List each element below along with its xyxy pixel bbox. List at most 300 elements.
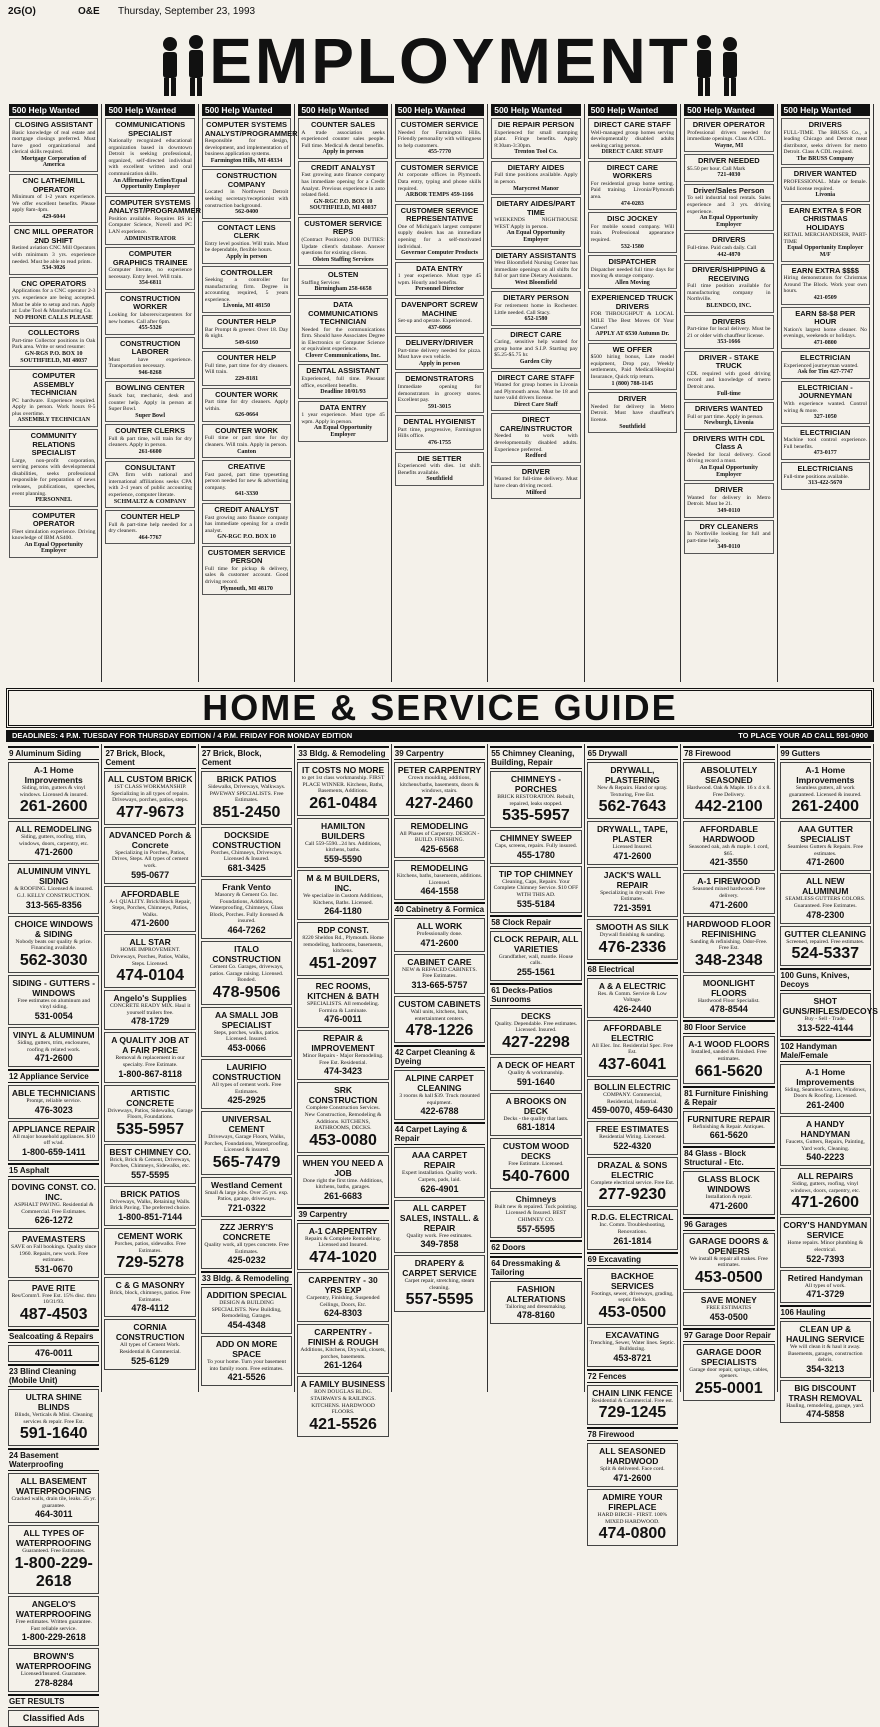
listing-name: EXCAVATING — [605, 1329, 660, 1340]
ad-title: DRIVER — [618, 394, 647, 404]
listing-phone: 478-8544 — [709, 1004, 748, 1015]
ad-body: At corporate offices in Plymouth. Data entry, typing and phone skills required. — [397, 172, 482, 192]
classified-ad — [491, 249, 580, 290]
ad-body: Full time for pickup & delivery, sales & customer account. Good driving record. — [204, 565, 289, 586]
ad-contact: Allen Moving — [614, 279, 650, 286]
classified-ad — [202, 169, 291, 218]
listing-phone: 562-7643 — [598, 798, 667, 816]
ad-contact: Livonia, MI 48150 — [223, 303, 271, 310]
classified-ad — [105, 381, 194, 422]
listing-phone: 474-0104 — [116, 967, 184, 985]
ad-title: EXPERIENCED TRUCK DRIVERS — [591, 293, 674, 311]
listing-name: A-1 FIREWOOD — [697, 876, 761, 887]
ad-contact: 474-0283 — [620, 200, 644, 207]
guide-column — [6, 744, 102, 1723]
category-heading: 33 Bldg. & Remodeling — [297, 746, 388, 760]
ad-title: EARN $8-$8 PER HOUR — [795, 308, 856, 326]
service-listing — [104, 1319, 195, 1369]
ad-title: CUSTOMER SERVICE — [400, 120, 479, 129]
page-folio — [8, 6, 872, 20]
listing-phone: 1-800-659-1411 — [21, 1146, 86, 1157]
listing-name: SIDING - GUTTERS - WINDOWS — [12, 977, 96, 998]
category-heading: 68 Electrical — [587, 962, 678, 976]
service-listing — [394, 818, 485, 858]
classified-ad — [491, 371, 580, 412]
listing-name: FREE ESTIMATES — [595, 1124, 669, 1135]
classified-ad — [395, 336, 484, 370]
listing-phone: 540-7600 — [502, 1167, 570, 1185]
listing-phone: 442-2100 — [695, 798, 763, 816]
listing-phone: 624-8303 — [324, 1308, 363, 1319]
ad-contact: Garden City — [519, 358, 553, 365]
ad-body: FOR THROUGHPUT & LOCAL MILE The Best Moves Of Your Career! — [590, 311, 675, 331]
listing-text: Grandfather, wall, mantle. House calls. — [498, 953, 574, 967]
listing-text: Guaranteed. Free Estimates. — [22, 1548, 86, 1555]
service-listing — [490, 1281, 581, 1325]
ad-title: EARN EXTRA $ FOR CHRISTMAS HOLIDAYS — [788, 205, 862, 232]
ad-contact: Apply in person — [226, 253, 268, 260]
ad-title: DEMONSTRATORS — [405, 374, 474, 384]
ad-title: DELIVERY/DRIVER — [405, 338, 474, 348]
listing-name: A-1 CARPENTRY — [308, 1225, 378, 1236]
service-listing — [490, 1093, 581, 1137]
listing-text: 8220 Sheldon Rd., Plymouth. Home remodeling, bathrooms, basements, kitchens. — [302, 935, 384, 955]
ad-title: DRY CLEANERS — [699, 521, 759, 531]
ad-title: COUNTER HELP — [217, 317, 277, 326]
listing-text: Free Estimate. Licensed. — [508, 1161, 564, 1168]
listing-text: 3 rooms & hall $39. Truck mounted equipment. — [399, 1093, 480, 1106]
ad-body: Fleet simulation experience. Driving knowledge of IBM AS400. — [12, 528, 96, 542]
column-heading: 500 Help Wanted — [684, 104, 773, 116]
listing-name: IT COSTS NO MORE — [301, 765, 385, 775]
listing-name: SRK CONSTRUCTION — [308, 1085, 378, 1106]
ad-title: CNC MILL OPERATOR 2ND SHIFT — [13, 227, 94, 245]
listing-text: Done right the first time. Additions, kitchens, baths, garages. — [303, 1177, 384, 1191]
ad-body: Minimum of 1-2 years experience. We offer excellent benefits. Please apply 8am-4pm. — [12, 194, 96, 214]
category-heading: 9 Aluminum Siding — [8, 746, 99, 760]
ad-title: COUNTER SALES — [310, 120, 376, 129]
listing-phone: 471-2600 — [131, 918, 170, 929]
service-listing — [490, 771, 581, 828]
ad-body: PROFESSIONAL. Male or female. Valid license required. — [783, 178, 867, 192]
ad-title: DENTAL HYGIENIST — [403, 417, 476, 427]
listing-name: AFFORDABLE — [120, 888, 180, 899]
listing-name: Retired Handyman — [787, 1272, 863, 1283]
employment-column — [199, 104, 298, 682]
ad-body: Retired aviation CNC Mill Operators with minimum 3 yrs. experience needed. Must be able to read prints. — [12, 245, 96, 265]
service-listing — [104, 1277, 195, 1317]
listing-text: All types of work. — [804, 1282, 846, 1289]
guide-column — [199, 744, 295, 1392]
listing-text: Wall units, kitchens, bars, entertainment centers. — [410, 1008, 469, 1022]
listing-phone: 421-5526 — [309, 1415, 377, 1433]
listing-text: Decks - the quality that lasts. — [503, 1115, 569, 1122]
ad-contact: 652-1580 — [524, 316, 548, 323]
category-heading: 27 Brick, Block, Cement — [104, 746, 195, 769]
listing-name: FURNITURE REPAIR — [687, 1113, 771, 1124]
listing-name: JACK'S WALL REPAIR — [603, 869, 662, 890]
service-listing — [587, 1385, 678, 1426]
listing-text: Footings, sewer, driveways, grading, septic fields. — [591, 1290, 674, 1304]
service-listing — [490, 1057, 581, 1091]
listing-text: Residential Wiring. Licensed. — [599, 1134, 666, 1141]
listing-name: ALL BASEMENT WATERPROOFING — [16, 1476, 92, 1497]
listing-name: CHIMNEY SWEEP — [499, 833, 572, 844]
category-heading: 15 Asphalt — [8, 1163, 99, 1177]
service-listing — [587, 919, 678, 960]
listing-phone: 478-9506 — [212, 983, 281, 1001]
paper-name: O&E — [78, 6, 100, 17]
ad-body: Snack bar, mechanic, desk and counter help. Apply in person at Super Bowl. — [108, 392, 192, 413]
classified-ad — [395, 372, 484, 413]
listing-name: ARTISTIC CONCRETE — [126, 1087, 174, 1108]
listing-phone: 421-5526 — [227, 1372, 266, 1383]
listing-text: Free estimates. Written guarantee. Fast reliable service. — [15, 1619, 92, 1632]
category-heading: 12 Appliance Service — [8, 1069, 99, 1083]
ad-body: Needed for local delivery. Good driving record a must. — [687, 451, 771, 465]
category-heading: 99 Gutters — [780, 746, 871, 760]
ad-contact: 1 (800) 788-1145 — [611, 380, 654, 387]
service-listing — [394, 1200, 485, 1254]
classified-ad — [781, 167, 870, 201]
ad-title: COMPUTER GRAPHICS TRAINEE — [112, 249, 188, 267]
listing-text: Inc. Comm. Troubleshooting, Renovations. — [599, 1222, 666, 1235]
listing-name: UNIVERSAL CEMENT — [222, 1114, 272, 1135]
service-listing — [587, 1327, 678, 1367]
service-listing — [587, 821, 678, 865]
listing-name: CUSTOM WOOD DECKS — [502, 1141, 570, 1162]
classified-ad — [781, 462, 870, 490]
ad-title: DRIVER OPERATOR — [692, 120, 765, 129]
ad-title: EARN EXTRA $$$$ — [791, 265, 859, 275]
listing-phone: 557-5595 — [131, 1169, 170, 1180]
classified-ad — [202, 266, 291, 313]
service-listing — [8, 1596, 99, 1646]
listing-text: Expert installation. Quality work. Carpets, pads, laid. — [401, 1170, 477, 1183]
service-listing — [104, 886, 195, 933]
classified-ad — [491, 328, 580, 369]
listing-text: Caps, screens, repairs. Fully insured. — [494, 843, 578, 850]
classified-ad — [491, 465, 580, 499]
classified-ad — [298, 268, 387, 296]
listing-text: Siding, gutters, trim, enclosures, roofing & related work. — [17, 1039, 90, 1053]
listing-text: 1ST CLASS WORKMANSHIP. Specializing in all types of repairs. Driveways, porches, patios, steps. — [111, 784, 189, 804]
service-listing — [201, 941, 292, 1005]
ad-body: Part-time Collector positions in Oak Park area. Write or send resume: — [12, 337, 96, 351]
category-heading: 62 Doors — [490, 1240, 581, 1254]
service-listing — [587, 867, 678, 917]
ad-body: Hiring demonstrators for Christmas Around The Block. Work your own hours. — [783, 275, 867, 295]
listing-name: ADMIRE YOUR FIREPLACE — [602, 1492, 663, 1513]
service-listing — [394, 1255, 485, 1312]
employment-column — [681, 104, 777, 682]
classified-ad — [202, 503, 291, 544]
listing-text: Repairs & Complete Remodeling. Licensed and Insured. — [304, 1235, 382, 1249]
employment-columns — [6, 104, 874, 682]
ad-body: Caring, sensitive help wanted for group home and S.I.P. Starting pay $5.25-$5.75 hr. — [494, 339, 578, 359]
service-listing — [587, 762, 678, 819]
ad-body: Nation's largest home cleaner. No evenings, weekends or holidays. — [783, 326, 867, 340]
listing-phone: 535-5184 — [516, 898, 555, 909]
listing-phone: 721-0322 — [227, 1203, 266, 1214]
ad-title: DRIVER NEEDED — [697, 156, 760, 166]
category-heading: 106 Hauling — [780, 1305, 871, 1319]
service-listing — [8, 1027, 99, 1067]
ad-contact: 626-0664 — [235, 412, 259, 419]
ad-title: DRIVER/SHIPPING & RECEIVING — [691, 265, 766, 283]
ad-contact: Southfield — [426, 476, 453, 483]
category-heading: 97 Garage Door Repair — [683, 1328, 774, 1342]
classified-ad — [395, 204, 484, 260]
category-heading: 78 Firewood — [683, 746, 774, 760]
listing-text: HOME IMPROVEMENT. Driveways, Porches, Patios, Walks, Steps. Licensed. — [110, 947, 190, 967]
listing-text: Installation & repair. — [705, 1194, 753, 1201]
listing-text: Quality. Dependable. Free estimates. Licensed. Insured. — [494, 1020, 578, 1034]
listing-text: SAVE on Fall bookings. Quality since 1960. Repairs, new work. Free estimates. — [11, 1244, 97, 1264]
listing-phone: 478-8160 — [516, 1310, 555, 1321]
ad-title: CNC LATHE/MILL OPERATOR — [22, 176, 85, 194]
listing-phone: 261-0484 — [309, 794, 377, 812]
listing-phone: 681-3425 — [227, 862, 266, 873]
service-listing — [297, 1030, 388, 1080]
service-listing — [587, 1157, 678, 1208]
listing-text: Nobody beats our quality & price. Financing available. — [15, 938, 92, 952]
ad-contact: 229-8181 — [235, 375, 259, 382]
ad-contact: Plymouth, MI 48170 — [220, 585, 273, 592]
listing-phone: 313-522-4144 — [797, 1022, 854, 1033]
ad-title: DATA ENTRY — [319, 402, 367, 412]
listing-text: A-1 QUALITY. Brick/Block Repair, Steps, Porches, Chimneys, Patios, Walks. — [109, 898, 192, 918]
listing-text: Licensed/Insured. Guarantee. — [20, 1671, 87, 1678]
ad-body: Applications for a CNC operator 2-3 yrs. experience are being accepted. Must be able to setup and run. Apply at: Lube Tool & Manufacturing Co. — [12, 288, 96, 315]
column-heading: 500 Help Wanted — [202, 104, 291, 116]
listing-name: Frank Vento — [222, 881, 271, 892]
ad-title: DRIVER — [521, 466, 551, 476]
ad-contact: APPLY AT 6530 Autumn Dr. — [595, 331, 670, 338]
listing-phone: 522-7393 — [806, 1253, 845, 1264]
ad-title: DRIVERS WITH CDL Class A — [692, 433, 765, 452]
classified-ad — [588, 212, 677, 253]
ad-body: Full & part-time help needed for a dry cleaners. — [108, 521, 192, 535]
listing-name: DRAZAL & SONS ELECTRIC — [597, 1159, 668, 1180]
listing-text: Installed, sanded & finished. Free estimates. — [691, 1049, 767, 1062]
category-heading: 39 Carpentry — [297, 1207, 388, 1221]
classified-ad — [202, 351, 291, 385]
listing-text: & ROOFING. Licensed & insured. G.J. KELLY CONSTRUCTION. — [14, 886, 94, 899]
listing-text: Porches, Chimneys, Driveways. Licensed & Insured. — [210, 849, 283, 863]
classified-ad — [684, 351, 773, 400]
listing-phone: 626-1272 — [34, 1215, 73, 1226]
listing-name: ALUMINUM VINYL SIDING — [16, 866, 91, 887]
column-heading: 500 Help Wanted — [491, 104, 580, 116]
listing-text: FREE ESTIMATES — [706, 1304, 752, 1311]
ad-contact: An Equal Opportunity Employer — [24, 541, 83, 555]
service-listing — [490, 830, 581, 864]
listing-phone: 313-665-5757 — [411, 979, 468, 990]
service-listing — [587, 1079, 678, 1119]
listing-text: Faucets, Gutters, Repairs, Painting, Yard work, Cleaning. — [785, 1138, 865, 1152]
ad-title: DRIVERS — [712, 235, 746, 245]
ad-body: Experienced, full time. Pleasant office, excellent benefits. — [301, 375, 385, 389]
service-listing — [201, 1287, 292, 1334]
ad-body: CPA firm with national and international affiliations seeks CPA with 2-4 years of public accounting experience, computer literate. — [108, 472, 192, 498]
listing-phone: 464-7262 — [227, 924, 266, 935]
listing-phone: 425-2925 — [227, 1095, 266, 1106]
ad-contact: 349-0110 — [717, 544, 741, 551]
ad-body: Professional drivers needed for immediate openings. Class A CDL. — [687, 129, 771, 143]
ad-title: BOWLING CENTER — [115, 383, 185, 393]
listing-name: CEMENT WORK — [117, 1231, 183, 1242]
classified-ad — [395, 262, 484, 296]
category-heading: 61 Decks-Patios Sunrooms — [490, 983, 581, 1006]
listing-text: Buy - Sell - Trade. — [804, 1016, 847, 1023]
listing-text: Hardwood Floor Specialist. — [697, 997, 760, 1004]
ad-title: CONTACT LENS CLERK — [217, 222, 276, 241]
ad-contact: Newburgh, Livonia — [703, 420, 754, 427]
ad-contact: Full-time — [716, 390, 741, 397]
listing-text: Garage door repair, springs, cables, openers. — [689, 1366, 769, 1380]
ad-title: DIRECT CARE WORKERS — [606, 162, 658, 181]
listing-text: Crown moulding, additions, kitchens/baths, basements, doors & windows, stairs. — [399, 775, 480, 795]
listing-name: ABSOLUTELY SEASONED — [700, 765, 758, 785]
listing-text: Home repairs. Minor plumbing & electrical. — [787, 1240, 864, 1253]
listing-name: ALPINE CARPET CLEANING — [405, 1073, 474, 1094]
ad-body: 1 year experience. Must type 45 wpm. Hourly and benefits. — [397, 273, 482, 286]
listing-text: HARD BIRCH - FIRST. 100% MIXED HARDWOOD. — [597, 1512, 668, 1525]
guide-column — [681, 744, 777, 1397]
listing-text: Complete electrical service. Free Est. — [590, 1179, 675, 1186]
listing-name: DRYWALL, TAPE, PLASTER — [596, 824, 668, 845]
ad-contact: DIRECT CARE STAFF — [601, 149, 664, 156]
listing-phone: 427-2460 — [405, 794, 474, 812]
ad-contact: 354-6811 — [138, 280, 162, 287]
listing-phone: 557-5595 — [405, 1291, 474, 1309]
listing-name: DOVING CONST. CO. INC. — [11, 1181, 96, 1202]
listing-name: AFFORDABLE HARDWOOD — [699, 824, 759, 845]
listing-text: ASPHALT PAVING. Residential & Commercial. Free Estimates. — [13, 1201, 94, 1215]
ad-body: (Contract Positions) JOB DUTIES: Update client's database. Answer questions for existing clients. — [301, 236, 385, 257]
category-heading: 65 Drywall — [587, 746, 678, 760]
ad-contact: West Bloomfield — [514, 279, 558, 286]
listing-phone: 349-7858 — [420, 1239, 459, 1250]
ad-body: CDL required with good driving record and knowledge of metro Detroit area. — [687, 370, 771, 390]
service-listing — [104, 1144, 195, 1184]
guide-column — [585, 744, 681, 1543]
listing-text: Small & large jobs. Over 25 yrs. exp. Patios, garage, driveways. — [204, 1189, 289, 1203]
service-listing — [201, 771, 292, 825]
listing-text: Brick, block, chimneys, patios. Free Estimates. — [109, 1290, 191, 1303]
service-listing — [201, 879, 292, 939]
listing-phone: 478-1729 — [131, 1016, 170, 1027]
listing-phone: 729-5278 — [116, 1254, 184, 1272]
listing-name: APPLIANCE REPAIR — [12, 1123, 96, 1134]
ad-body: Wanted for delivery in Metro Detroit. Must be 21. — [687, 494, 771, 508]
ad-contact: 721-4030 — [717, 172, 741, 179]
listing-phone: 261-2400 — [806, 1099, 845, 1110]
column-heading: 500 Help Wanted — [9, 104, 98, 116]
listing-phone: Classified Ads — [22, 1712, 85, 1723]
classified-ad — [105, 196, 202, 245]
service-listing — [490, 866, 581, 913]
listing-text: Refinishing & Repair. Antiques. — [692, 1123, 765, 1130]
listing-name: ALL NEW ALUMINUM — [802, 876, 849, 897]
ad-contact: Milford — [525, 489, 546, 496]
listing-text: Res/Comm'l. Free Est. 15% disc. thru 10/31/93. — [11, 1292, 96, 1306]
classified-ad — [491, 291, 580, 325]
ad-contact: Super Bowl — [135, 412, 166, 419]
ad-contact: An Affirmative Action/Equal Opportunity Employer — [113, 177, 188, 191]
classified-ad — [395, 415, 484, 449]
listing-name: ANGELO'S WATERPROOFING — [16, 1599, 92, 1620]
ad-title: Driver/Sales Person — [693, 185, 765, 195]
ad-title: DATA COMMUNICATIONS TECHNICIAN — [308, 300, 378, 326]
listing-phone: 721-3591 — [613, 902, 652, 913]
ad-title: CUSTOMER SERVICE REPS — [304, 218, 382, 237]
category-heading: 96 Garages — [683, 1217, 774, 1231]
listing-text: Hauling, remodeling, garage, yard. — [786, 1402, 865, 1409]
listing-name: BEST CHIMNEY CO. — [109, 1146, 191, 1157]
listing-text: Specializing in Porches, Patios, Drives, Steps. All types of cement work. — [112, 849, 189, 869]
service-listing — [683, 1036, 774, 1083]
listing-phone: 531-0670 — [34, 1263, 73, 1274]
classified-ad — [588, 161, 677, 210]
listing-name: GARAGE DOOR SPECIALISTS — [696, 1346, 762, 1367]
listing-phone: 425-0232 — [227, 1255, 266, 1266]
ad-body: PC hardware. Experience required. Apply in person. Work hours 8-5 plus overtime. — [12, 397, 96, 417]
ad-body: Well-managed group homes serving developmentally disabled adults seeking caring person. — [590, 129, 675, 149]
listing-text: To your home. Turn your basement into family room. Free estimates. — [207, 1359, 287, 1372]
listing-name: PETER CARPENTRY — [397, 765, 482, 775]
category-heading: 69 Excavating — [587, 1252, 678, 1266]
ad-body: Full or part time. Apply in person. — [687, 413, 764, 420]
service-listing — [780, 1217, 871, 1267]
listing-name: AFFORDABLE ELECTRIC — [603, 1022, 662, 1043]
listing-phone: 471-2600 — [613, 850, 652, 861]
listing-phone: 522-4320 — [613, 1140, 652, 1151]
listing-text: to get 1st class workmanship. FIRST PLACE WINNER. Kitchens, Baths, Basements, Additions. — [301, 775, 385, 795]
ad-body: Entry level position. Will train. Must be dependable, flexible hours. — [204, 240, 289, 254]
listing-text: RON DOUGLAS BLDG. STAIRWAYS & RAILINGS. KITCHENS. HARDWOOD FLOORS. — [310, 1389, 376, 1416]
listing-name: WHEN YOU NEED A JOB — [302, 1157, 384, 1178]
service-listing — [8, 1231, 99, 1278]
category-heading: Sealcoating & Repairs — [8, 1329, 99, 1343]
classified-ad — [9, 277, 98, 324]
ad-title: WE OFFER — [612, 344, 653, 354]
service-listing — [8, 975, 99, 1025]
listing-phone: 474-3423 — [324, 1066, 363, 1077]
classified-ad — [202, 424, 291, 458]
category-heading: 39 Carpentry — [394, 746, 485, 760]
listing-name: CLOCK REPAIR, ALL VARIETIES — [493, 933, 579, 954]
listing-text: Quality work, all types concrete. Free Estimates. — [204, 1242, 289, 1255]
ad-title: DIRECT CARE STAFF — [497, 372, 575, 382]
service-listing — [104, 1228, 195, 1275]
listing-text: Carpentry, Finishing. Suspended Ceilings, Doors, Etc. — [306, 1295, 380, 1308]
listing-phone: 565-7479 — [212, 1153, 281, 1171]
listing-name: RDP CONST. — [317, 925, 369, 936]
service-listing — [683, 873, 774, 913]
listing-text: Seamless Gutters & Repairs. Free estimates. — [787, 844, 864, 857]
service-listing — [394, 762, 485, 816]
ad-body: WEEKENDS NIGHTHOUSE WEST Apply in person. — [494, 217, 578, 230]
classified-ad — [105, 461, 194, 508]
listing-name: CLEAN UP & HAULING SERVICE — [786, 1324, 865, 1345]
ad-contact: Governor Computer Products — [400, 250, 478, 257]
classified-ad — [105, 337, 194, 380]
listing-text: SPECIALISTS. All remodeling. Formica & Laminate. — [306, 1000, 380, 1014]
listing-text: Tailoring and dressmaking. — [505, 1303, 567, 1310]
ad-body: Full time or part time for dry cleaners. Will train. Apply in person. — [204, 435, 289, 448]
